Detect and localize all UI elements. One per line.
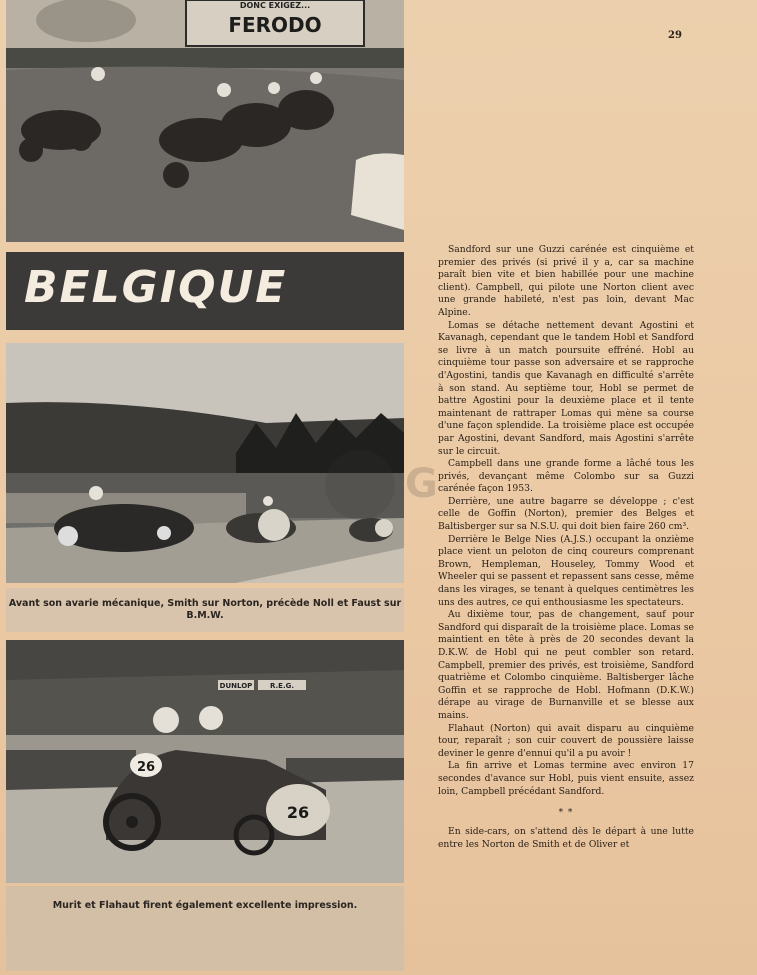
article-paragraph: Sandford sur une Guzzi carénée est cinquième et premier des privés (si privé il y a, car sa machine paraît bien vite et bien habillée pour une machine client). Campbell, qui pilote une Norton client avec une grande habileté, n'est pas loin, devant Mac Alpine. — [438, 244, 694, 318]
article-paragraph: Campbell dans une grande forme a lâché tous les privés, devançant même Colombo sur sa Guzzi carénée façon 1953. — [438, 458, 694, 495]
section-separator: * * — [558, 808, 574, 819]
caption-text-1: Avant son avarie mécanique, Smith sur Norton, précède Noll et Faust sur B.M.W. — [8, 598, 402, 621]
watermark-logo — [320, 445, 440, 525]
article-closing-paragraph: En side-cars, on s'attend dès le départ à une lutte entre les Norton de Smith et de Oliver et — [438, 826, 694, 850]
race-number-left: 26 — [136, 760, 156, 775]
svg-text:G: G — [405, 461, 438, 507]
photo-caption-1 — [6, 588, 404, 632]
photo-sidecar-26 — [6, 640, 404, 883]
photo-motorcycle-race — [6, 0, 404, 242]
banner-title: BELGIQUE — [24, 262, 288, 313]
article-paragraph: Derrière le Belge Nies (A.J.S.) occupant la onzième place vient un peloton de cinq coureurs comprenant Brown, Hempleman, Houseley, Tommy Wood et Wheeler qui se passent et repassent sans cesse, même dans les virages, se tenant à quelques centimètres les uns des autres, ce qui enthousiasme les spectateurs. — [438, 533, 694, 608]
article-paragraph: Au dixième tour, pas de changement, sauf pour Sandford qui disparaît de la troisième place. Lomas se maintient en tête à près de 20 secondes devant la D.K.W. de Hobl qui ne peut combler son retard. Campbell, premier des privés, est troisième, Sandford quatrième et Colombo cinquième. Baltisberger lâche Goffin et se rapproche de Hobl. Hofmann (D.K.W.) dérape au virage de Burnanville et se blesse aux mains. — [438, 609, 694, 721]
article-paragraph: La fin arrive et Lomas termine avec environ 17 secondes d'avance sur Hobl, puis vient ensuite, assez loin, Campbell précédant Sandford. — [438, 760, 694, 797]
article-paragraph: Lomas se détache nettement devant Agostini et Kavanagh, cependant que le tandem Hobl et Sandford se livre à un match poursuite effréné. Hobl au cinquième tour passe son adversaire et se rapproche d'Agostini, tandis que Kavanagh en difficulté s'arrête à son stand. Au septième tour, Hobl se permet de battre Agostini pour la deuxième place et il tente maintenant de rattraper Lomas qui mène sa course d'une façon splendide. La troisième place est occupée par Agostini, devant Sandford, mais Agostini s'arrête sur le circuit. — [438, 319, 694, 457]
article-body — [438, 244, 694, 851]
caption-text-2: Murit et Flahaut firent également excellente impression. — [52, 900, 358, 911]
article-paragraph: Derrière, une autre bagarre se développe ; c'est celle de Goffin (Norton), premier des Belges et Baltisberger sur sa N.S.U. qui doit bien faire 260 cm³. — [438, 495, 694, 533]
page-number: 29 — [668, 30, 682, 41]
race-number-right: 26 — [286, 803, 310, 822]
section-banner — [6, 252, 404, 330]
trackside-sign-right: R.E.G. — [269, 682, 295, 690]
billboard-brand-text: FERODO — [228, 13, 322, 37]
trackside-sign-left: DUNLOP — [219, 682, 253, 690]
photo-caption-2 — [6, 886, 404, 971]
article-paragraph: Flahaut (Norton) qui avait disparu au cinquième tour, reparaît ; son cuir couvert de poussière laisse deviner le genre d'ennui qu'il a pu avoir ! — [438, 722, 694, 759]
billboard-top-text: DONC EXIGEZ... — [239, 1, 311, 10]
